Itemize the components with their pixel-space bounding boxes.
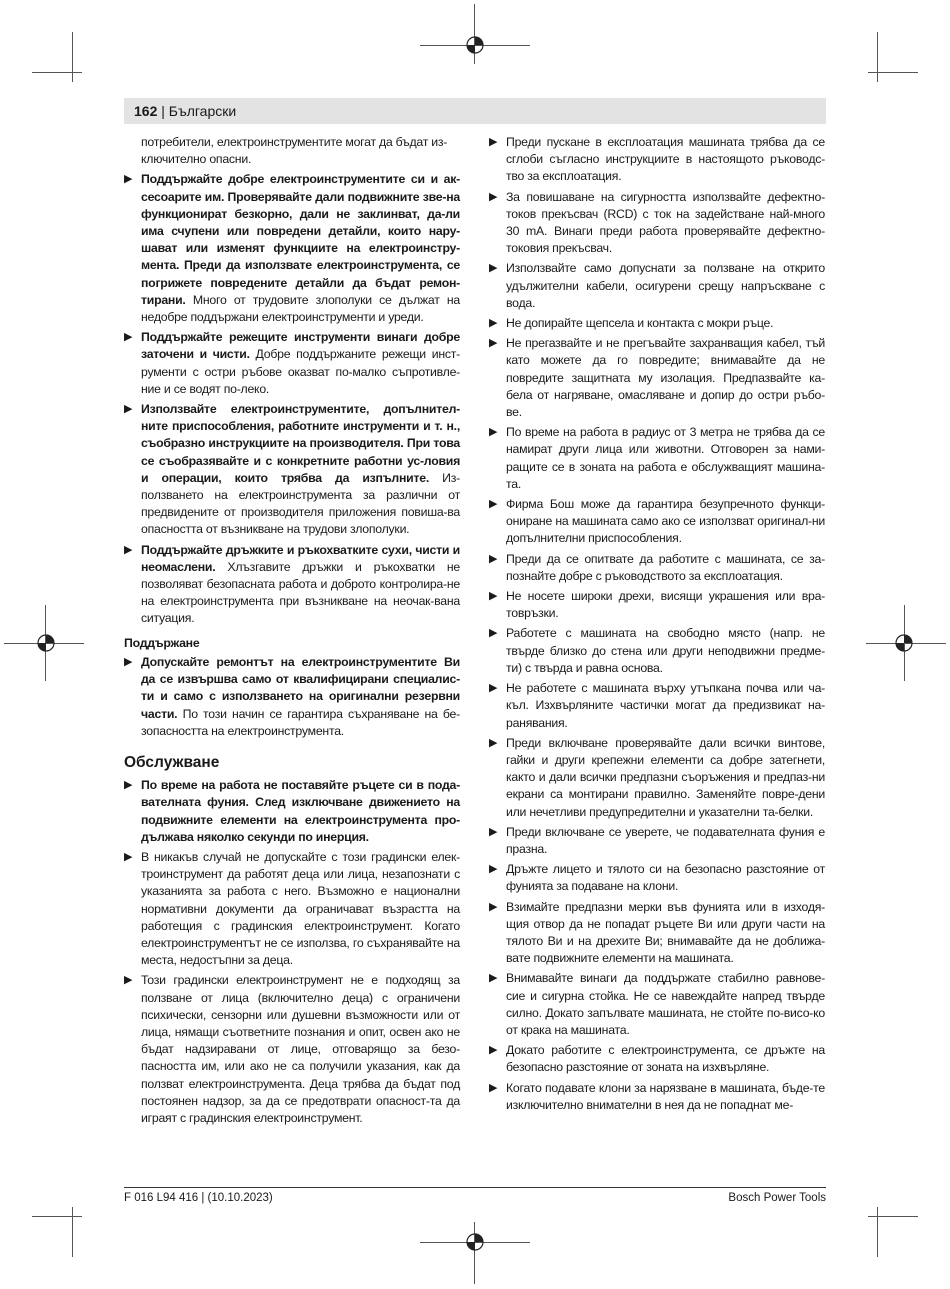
item-text: Не работете с машината върху утъпкана почва или ча-къл. Изхвърляните частички могат да предизвикат на-ранявания. bbox=[506, 681, 825, 730]
item-text: Не прегазвайте и не прегъвайте захранващия кабел, тъй като можете да го повредите; внимавайте да не повредите защитната му изолация. Предпазвайте ка-бела от нагряване, омасляване и допир до остри ръбо-ве. bbox=[506, 336, 825, 420]
list-item bbox=[124, 972, 460, 1127]
bullet-arrow-icon: ▶ bbox=[489, 682, 498, 695]
list-item bbox=[489, 1042, 825, 1076]
list-item bbox=[489, 335, 825, 421]
bullet-arrow-icon: ▶ bbox=[124, 173, 133, 186]
crop-mark bbox=[72, 1207, 73, 1257]
item-emphasis: Поддържайте дръжките и ръкохватките сухи, чисти и неомаслени. bbox=[141, 542, 460, 574]
safety-list-maintenance bbox=[124, 654, 460, 740]
item-text: Из-ползването на електроинструмента за различни от предвидените от производителя приложения повиша-ва опасността от възникване на трудови злополуки. bbox=[141, 470, 460, 537]
list-item bbox=[489, 1080, 825, 1114]
list-item bbox=[489, 315, 825, 332]
safety-list-general bbox=[124, 171, 460, 627]
bullet-arrow-icon: ▶ bbox=[124, 655, 133, 668]
list-item bbox=[489, 134, 825, 186]
list-item bbox=[489, 260, 825, 312]
safety-list-service bbox=[124, 777, 460, 1127]
bullet-arrow-icon: ▶ bbox=[489, 900, 498, 913]
item-text: Не допирайте щепсела и контакта с мокри ръце. bbox=[506, 316, 774, 331]
bullet-arrow-icon: ▶ bbox=[489, 136, 498, 148]
bullet-arrow-icon: ▶ bbox=[124, 543, 133, 556]
registration-mark-icon bbox=[464, 34, 486, 56]
item-text: Взимайте предпазни мерки във фунията или в изходя-щия отвор да не попадат ръцете Ви или други части на тялото Ви и на дрехите Ви; внимавайте да не доближа-вате подвижните елементи на машината. bbox=[506, 899, 825, 966]
crop-mark bbox=[32, 72, 82, 73]
bullet-arrow-icon: ▶ bbox=[489, 262, 498, 275]
item-text: Много от трудовите злополуки се дължат на недобре поддържани електроинструменти и уреди. bbox=[141, 292, 460, 325]
header-separator: | bbox=[161, 103, 165, 119]
bullet-arrow-icon: ▶ bbox=[489, 825, 498, 838]
item-text: Добре поддържаните режещи инст-рументи с остри ръбове оказват по-малко съпротивле-ние и се водят по-леко. bbox=[141, 347, 460, 396]
list-item bbox=[489, 189, 825, 258]
bullet-arrow-icon: ▶ bbox=[124, 974, 133, 987]
item-emphasis: Използвайте електроинструментите, допълнител-ните приспособления, работните инструменти и т. н., съобразно инструкциите на производителя. При това се съобразявайте и с конкретните работни ус-ловия и операции, които трябва да изпълните. bbox=[141, 402, 460, 485]
bullet-arrow-icon: ▶ bbox=[489, 627, 498, 640]
item-text: Дръжте лицето и тялото си на безопасно разстояние от фунията за подаване на клони. bbox=[506, 862, 825, 894]
list-item bbox=[489, 824, 825, 858]
bullet-arrow-icon: ▶ bbox=[124, 403, 133, 416]
registration-mark-icon bbox=[464, 1231, 486, 1253]
bullet-arrow-icon: ▶ bbox=[124, 850, 133, 863]
bullet-arrow-icon: ▶ bbox=[489, 498, 498, 511]
footer-brand: Bosch Power Tools bbox=[728, 1192, 826, 1204]
list-item bbox=[489, 551, 825, 585]
section-title-service: Обслужване bbox=[124, 753, 220, 771]
list-item bbox=[124, 329, 460, 398]
item-text: Фирма Бош може да гарантира безупречното функци-ониране на машината само ако се използват оригинал-ни допълнителни приспособления. bbox=[506, 497, 825, 546]
list-item bbox=[489, 735, 825, 821]
page-language: Български bbox=[168, 103, 237, 119]
list-item bbox=[124, 654, 460, 740]
item-text: Преди да се опитвате да работите с машината, се за-познайте добре с ръководството за експлоатация. bbox=[506, 551, 825, 583]
item-text: Този градински електроинструмент не е подходящ за ползване от лица (включително деца) с ограничени психически, сензорни или душевни възможности или от лица, нямащи съответните познания и опит, освен ако не бъдат надзиравани от лице, отговарящо за безо-пасността им, или ако не са получили указания, как да ползват електроинструмента. Деца трябва да бъдат под постоянен надзор, за да се предотврати опасност-та да играят с градинския електроинструмент. bbox=[141, 973, 460, 1125]
bullet-arrow-icon: ▶ bbox=[489, 317, 498, 330]
item-text: За повишаване на сигурността използвайте дефектно-токов прекъсвач (RCD) с ток на задействане най-много 30 mA. Винаги преди работа проверявайте дефектно-токовия прекъсвач. bbox=[506, 189, 825, 256]
right-column bbox=[489, 134, 825, 1117]
list-item bbox=[124, 777, 460, 846]
registration-mark-icon bbox=[35, 632, 57, 654]
crop-mark bbox=[72, 32, 73, 82]
bullet-arrow-icon: ▶ bbox=[489, 426, 498, 439]
list-item bbox=[489, 496, 825, 548]
item-text: Работете с машината на свободно място (напр. не твърде близко до стена или други неподвижни предме-ти) с твърда и равна основа. bbox=[506, 626, 825, 675]
bullet-arrow-icon: ▶ bbox=[489, 972, 498, 985]
bullet-arrow-icon: ▶ bbox=[489, 1044, 498, 1057]
item-text: Преди включване се уверете, че подавателната фуния е празна. bbox=[506, 824, 825, 856]
item-emphasis: Поддържайте режещите инструменти винаги добре заточени и чисти. bbox=[141, 330, 460, 362]
page-header bbox=[134, 103, 236, 119]
list-item bbox=[489, 588, 825, 622]
item-emphasis: Поддържайте добре електроинструментите си и ак-сесоарите им. Проверявайте дали подвижните зве-на функционират безкорно, дали не заклинват, да-ли има счупени или повредени детайли, които нару-шават или изменят функциите на електроинстру-мента. Преди да използвате електроинструмента, се погрижете повредените детайли да бъдат ремон-тирани. bbox=[141, 172, 460, 307]
left-column bbox=[124, 134, 460, 1130]
crop-mark bbox=[868, 72, 918, 73]
crop-mark bbox=[868, 1216, 918, 1217]
registration-mark-icon bbox=[893, 632, 915, 654]
bullet-arrow-icon: ▶ bbox=[489, 337, 498, 350]
bullet-arrow-icon: ▶ bbox=[124, 779, 133, 792]
item-emphasis: По време на работа не поставяйте ръцете си в пода-вателната фуния. След изключване движението на подвижните елементи на електроинструмента про-дължава няколко секунди по инерция. bbox=[141, 778, 460, 844]
item-text: Преди пускане в експлоатация машината трябва да се сглоби съгласно инструкциите в настоящото ръководс-тво за експлоатация. bbox=[506, 135, 825, 184]
list-item bbox=[124, 401, 460, 539]
item-text: Докато работите с електроинструмента, се дръжте на безопасно разстояние от зоната на изхвърляне. bbox=[506, 1043, 825, 1075]
crop-mark bbox=[877, 32, 878, 82]
bullet-arrow-icon: ▶ bbox=[489, 1081, 498, 1094]
continuation-text: потребители, електроинструментите могат да бъдат из-ключително опасни. bbox=[141, 135, 448, 167]
subheading-maintenance: Поддържане bbox=[124, 635, 200, 650]
crop-mark bbox=[32, 1216, 82, 1217]
bullet-arrow-icon: ▶ bbox=[124, 331, 133, 344]
item-text: По време на работа в радиус от 3 метра не трябва да се намират други лица или животни. Отговорен за нами-ращите се в зоната на работа е обслужващият машина-та. bbox=[506, 425, 825, 491]
list-item bbox=[489, 899, 825, 968]
list-item bbox=[489, 680, 825, 732]
item-text: Внимавайте винаги да поддържате стабилно равнове-сие и сигурна стойка. Не се навеждайте напред твърде силно. Докато запълвате машината, не стойте по-висо-ко от крака на машината. bbox=[506, 971, 825, 1037]
list-item bbox=[124, 171, 460, 326]
item-text: Хлъзгавите дръжки и ръкохватки не позволяват безопасната работа и доброто контролира-не на електроинструмента при възникване на неочак-вана ситуация. bbox=[141, 559, 460, 626]
list-item bbox=[489, 970, 825, 1039]
footer-divider bbox=[124, 1187, 826, 1188]
bullet-arrow-icon: ▶ bbox=[489, 552, 498, 565]
bullet-arrow-icon: ▶ bbox=[489, 590, 498, 603]
list-item bbox=[489, 625, 825, 677]
item-emphasis: Допускайте ремонтът на електроинструментите Ви да се извършва само от квалифицирани специалис-ти и само с използването на оригинални резервни части. bbox=[141, 654, 460, 721]
item-text: В никакъв случай не допускайте с този градински елек-троинструмент да работят деца или лица, незапознати с указанията за работа с него. Възможно е национални нормативни документи да ограничават възрастта на работещия с градинския електроинструмент. Когато електроинструментът не се използва, го съхранявайте на места, недостъпни за деца. bbox=[141, 849, 460, 968]
item-text: Използвайте само допуснати за ползване на открито удължителни кабели, осигурени срещу напръскване с вода. bbox=[506, 261, 825, 310]
list-item bbox=[489, 424, 825, 493]
crop-mark bbox=[877, 1207, 878, 1257]
bullet-arrow-icon: ▶ bbox=[489, 190, 498, 203]
list-item bbox=[124, 849, 460, 969]
footer-document-code: F 016 L94 416 | (10.10.2023) bbox=[124, 1192, 273, 1204]
page-number: 162 bbox=[134, 103, 158, 119]
bullet-arrow-icon: ▶ bbox=[489, 863, 498, 876]
item-text: Не носете широки дрехи, висящи украшения или вра-товръзки. bbox=[506, 589, 825, 621]
list-item bbox=[489, 861, 825, 895]
list-item bbox=[124, 542, 460, 628]
item-text: Когато подавате клони за нарязване в машината, бъде-те изключително внимателни в нея да не попаднат ме- bbox=[506, 1080, 825, 1112]
item-text: По този начин се гарантира съхраняване на бе-зопасността на електроинструмента. bbox=[141, 706, 460, 738]
item-text: Преди включване проверявайте дали всички винтове, гайки и други крепежни елементи са добре затегнети, както и дали всички предпазни съоръжения и предпаз-ни екрани са монтирани правилно. Заменяйте повре-дени или нечетливи предупредителни и указателни та-белки. bbox=[506, 735, 825, 819]
bullet-arrow-icon: ▶ bbox=[489, 736, 498, 749]
